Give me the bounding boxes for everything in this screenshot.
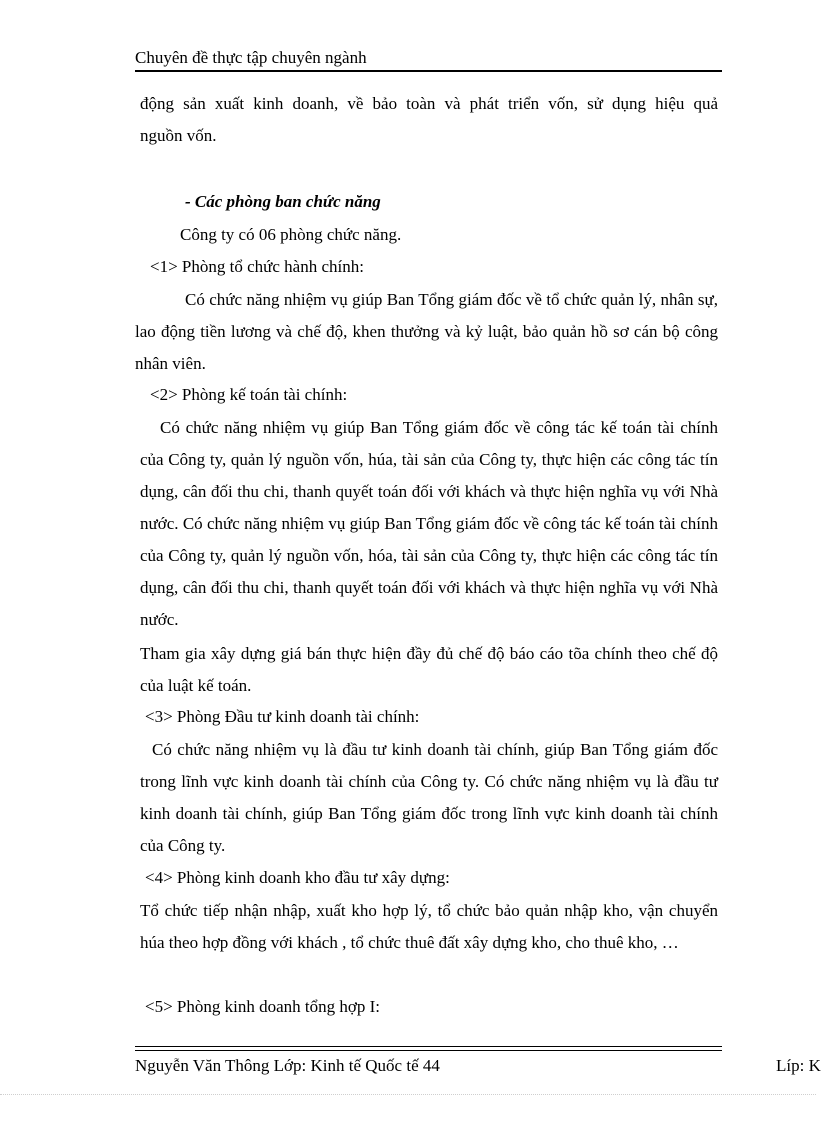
paragraph-continuation bbox=[140, 88, 718, 152]
dept2-text: Có chức năng nhiệm vụ giúp Ban Tổng giám đốc về công tác kế toán tài chính của Công ty, quản lý nguồn vốn, húa, tài sản của Công ty, thực hiện các công tác tín dụng, cân đối thu chi, thanh quyết toán đối với khách và thực hiện nghĩa vụ với Nhà nước. Có chức năng nhiệm vụ giúp Ban Tổng giám đốc về công tác kế toán tài chính của Công ty, quản lý nguồn vốn, hóa, tài sản của Công ty, thực hiện các công tác tín dụng, cân đối thu chi, thanh quyết toán đối với khách và thực hiện nghĩa vụ với Nhà nước. bbox=[140, 418, 718, 629]
footer-rule-top bbox=[135, 1046, 722, 1047]
dept2-extra: Tham gia xây dựng giá bán thực hiện đầy đủ chế độ báo cáo tõa chính theo chế độ của luật kế toán. bbox=[140, 644, 718, 695]
dept5-heading: <5> Phòng kinh doanh tổng hợp I: bbox=[145, 997, 380, 1016]
footer-class: Líp: K bbox=[776, 1056, 821, 1075]
dept1-heading: <1> Phòng tổ chức hành chính: bbox=[150, 257, 364, 276]
footer-author: Nguyễn Văn Thông Lớp: Kinh tế Quốc tế 44 bbox=[135, 1056, 440, 1075]
footer-rule-bottom bbox=[135, 1050, 722, 1051]
page-bottom-dotted-line bbox=[0, 1094, 816, 1095]
dept4-text: Tổ chức tiếp nhận nhập, xuất kho hợp lý, tổ chức bảo quản nhập kho, vận chuyển húa theo hợp đồng với khách , tổ chức thuê đất xây dựng kho, cho thuê kho, … bbox=[140, 901, 718, 952]
paragraph-line: động sản xuất kinh doanh, về bảo toàn và phát triển vốn, sử dụng hiệu quả bbox=[140, 94, 718, 113]
dept3-heading: <3> Phòng Đầu tư kinh doanh tài chính: bbox=[145, 707, 420, 726]
header-rule bbox=[135, 70, 722, 72]
dept3-text: Có chức năng nhiệm vụ là đầu tư kinh doanh tài chính, giúp Ban Tổng giám đốc trong lĩnh vực kinh doanh tài chính của Công ty. Có chức năng nhiệm vụ là đầu tư kinh doanh tài chính, giúp Ban Tổng giám đốc trong lĩnh vực kinh doanh tài chính của Công ty. bbox=[140, 740, 718, 855]
page-header-title: Chuyên đề thực tập chuyên ngành bbox=[135, 48, 367, 67]
dept2-heading: <2> Phòng kế toán tài chính: bbox=[150, 385, 348, 404]
section-title: - Các phòng ban chức năng bbox=[185, 192, 381, 211]
paragraph-line: nguồn vốn. bbox=[140, 126, 217, 145]
intro-text: Công ty có 06 phòng chức năng. bbox=[180, 225, 402, 244]
dept1-text: Có chức năng nhiệm vụ giúp Ban Tổng giám đốc về tổ chức quản lý, nhân sự, lao động tiền lương và chế độ, khen thưởng và kỷ luật, bảo quản hồ sơ cán bộ công nhân viên. bbox=[135, 290, 718, 373]
dept4-heading: <4> Phòng kinh doanh kho đầu tư xây dựng: bbox=[145, 868, 450, 887]
